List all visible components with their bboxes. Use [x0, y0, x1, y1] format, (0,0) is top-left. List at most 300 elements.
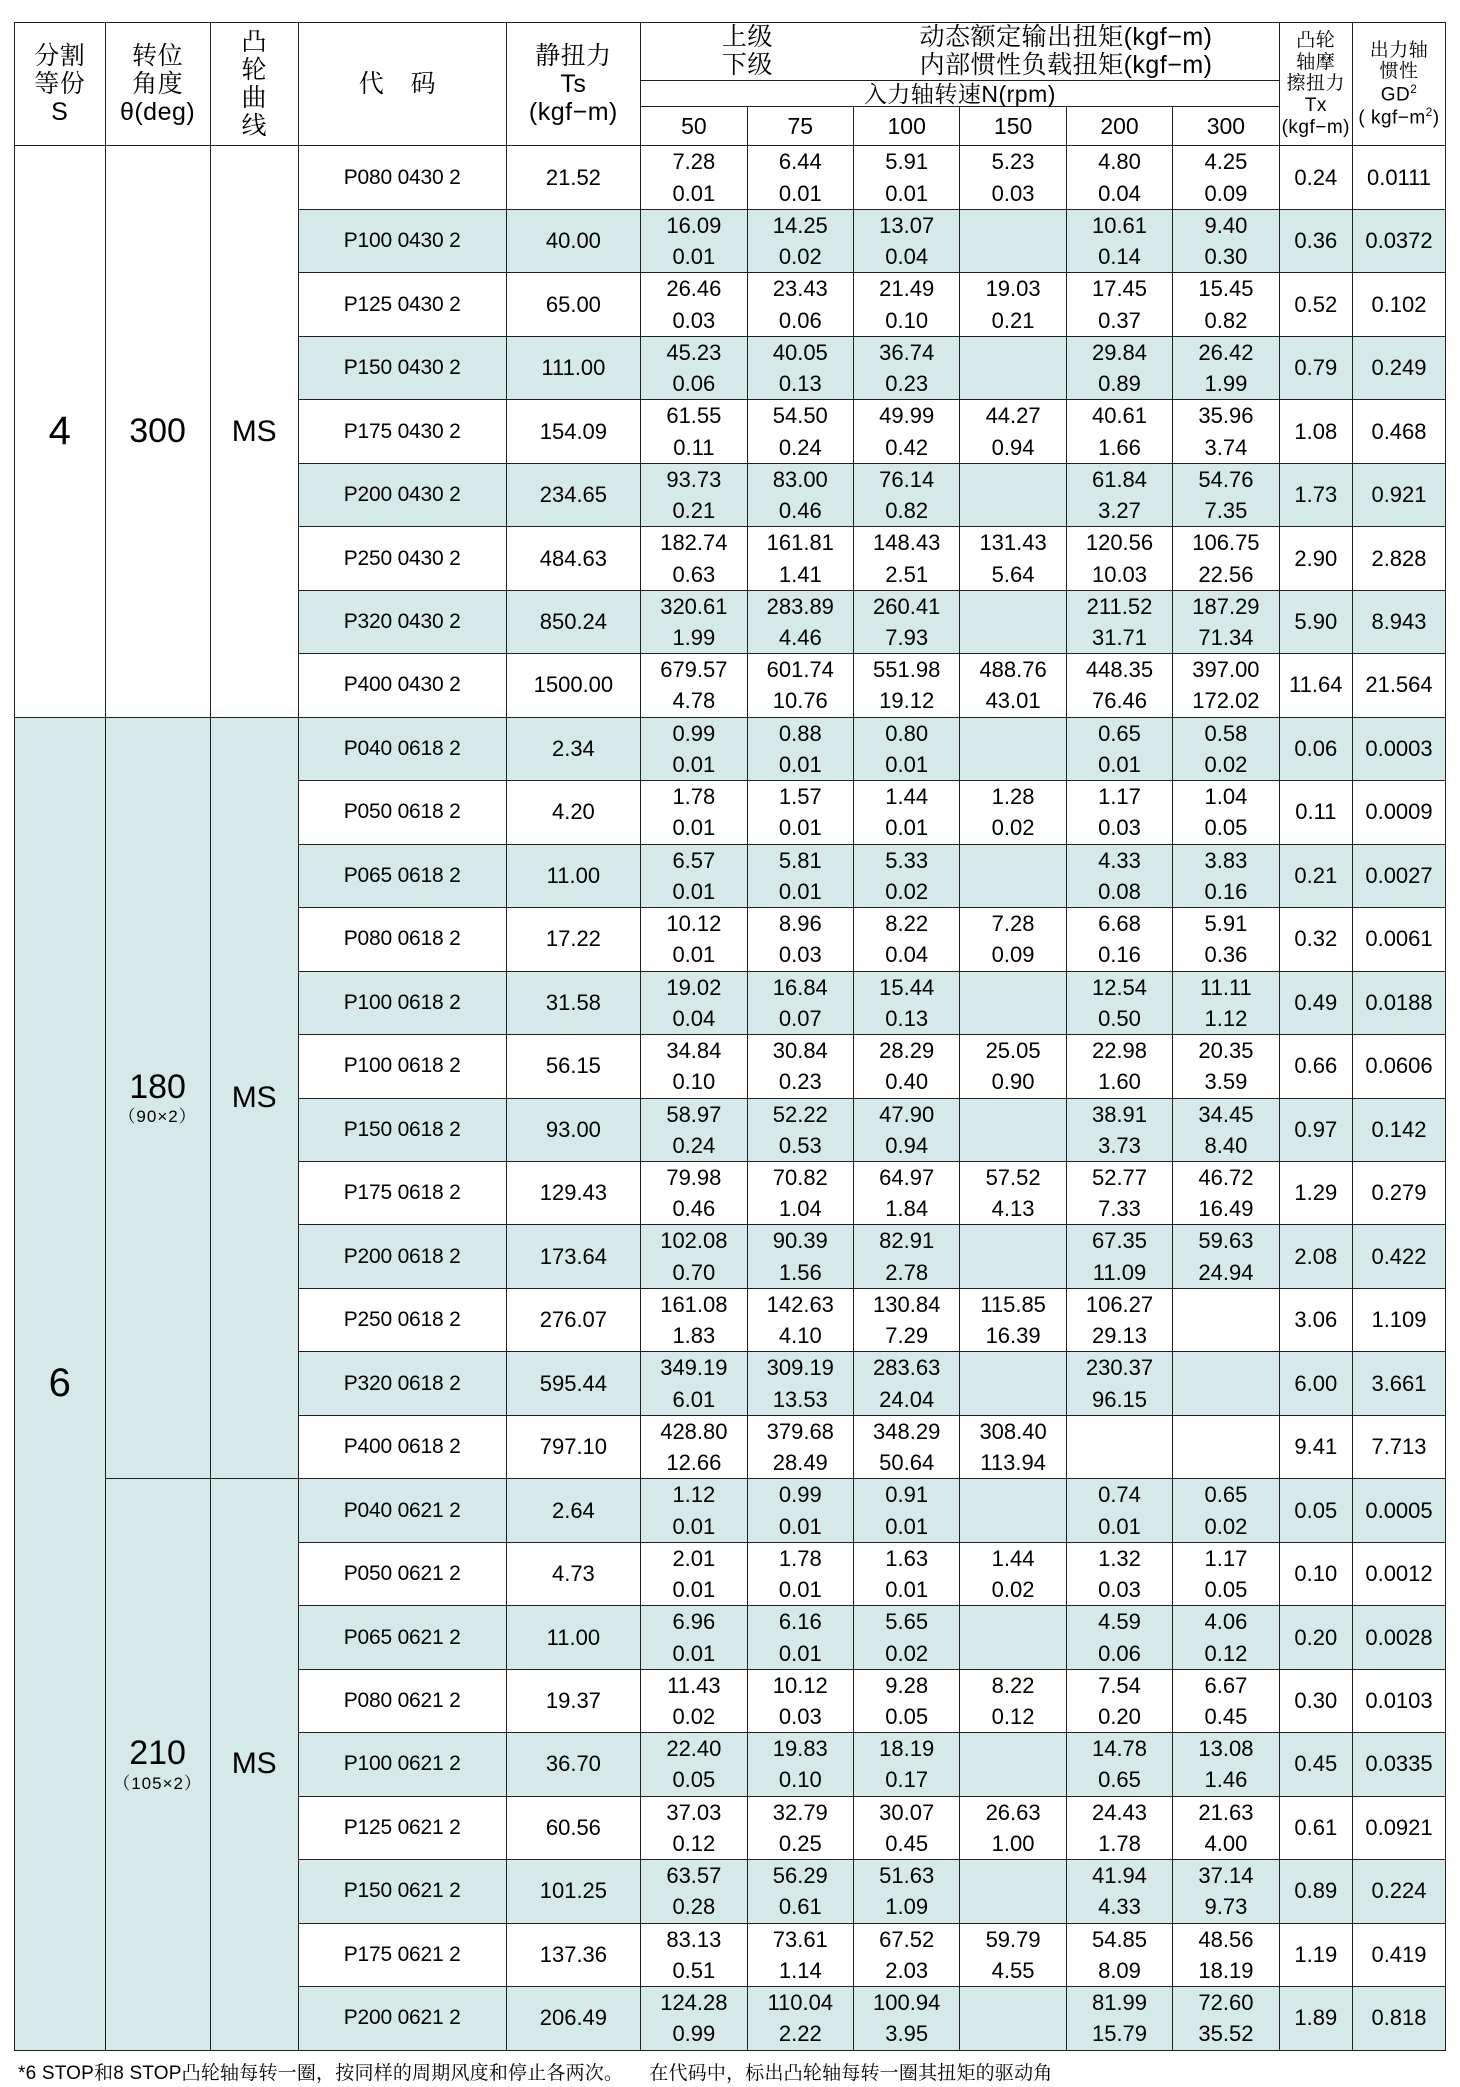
dynamic-torque-value: 148.43 [873, 530, 941, 556]
dynamic-torque-value: 1.12 [672, 1482, 716, 1508]
inertia-load-torque-value: 0.06 [1098, 1640, 1141, 1666]
row-static-torque: 484.63 [506, 527, 641, 590]
footnote-part-1: *6 STOP和8 STOP凸轮轴每转一圈，按同样的周期风度和停止各两次。 [18, 2062, 624, 2084]
dynamic-torque-value: 6.16 [778, 1609, 822, 1635]
row-output-inertia: 0.249 [1352, 336, 1445, 399]
inertia-load-torque-value [960, 1003, 1065, 1034]
row-code: P050 0618 2 [298, 781, 506, 844]
inertia-load-torque-value: 0.04 [885, 942, 929, 968]
row-torque-cell [641, 1796, 747, 1859]
row-torque-cell [641, 273, 747, 336]
row-torque-cell [1173, 1352, 1279, 1415]
inertia-load-torque-value: 0.01 [672, 180, 716, 206]
header-row-1 [15, 23, 1446, 81]
dynamic-torque-value: 93.73 [666, 466, 722, 492]
inertia-load-torque-value: 1.66 [1098, 434, 1141, 460]
dynamic-torque-value: 4.59 [1098, 1609, 1141, 1635]
inertia-load-torque-value: 0.01 [778, 878, 822, 904]
row-output-inertia: 0.419 [1352, 1923, 1445, 1986]
row-static-torque: 36.70 [506, 1733, 641, 1796]
row-torque-cell [853, 1733, 959, 1796]
inertia-load-torque-value [960, 1511, 1065, 1542]
row-output-inertia: 0.921 [1352, 463, 1445, 526]
inertia-load-torque-value: 1.56 [778, 1259, 822, 1285]
dynamic-torque-value: 5.91 [1204, 911, 1248, 937]
row-torque-cell [747, 1098, 853, 1161]
row-torque-cell [641, 1098, 747, 1161]
inertia-load-torque-value: 0.50 [1098, 1005, 1141, 1031]
group-angle-sub: （105×2） [113, 1773, 202, 1793]
dynamic-torque-value [1173, 1289, 1278, 1320]
inertia-load-torque-value: 0.03 [778, 942, 822, 968]
inertia-load-torque-value: 0.01 [1098, 1513, 1141, 1539]
row-torque-cell [641, 590, 747, 653]
row-torque-cell [1173, 590, 1279, 653]
row-output-inertia: 0.0061 [1352, 908, 1445, 971]
inertia-load-torque-value: 0.03 [778, 1703, 822, 1729]
row-static-torque: 797.10 [506, 1415, 641, 1478]
inertia-load-torque-value: 0.20 [1098, 1703, 1141, 1729]
row-cam-friction-torque: 11.64 [1279, 654, 1352, 717]
header-ts-line-2: Ts [560, 70, 587, 99]
row-torque-cell [853, 844, 959, 907]
dynamic-torque-value: 54.76 [1198, 466, 1254, 492]
row-torque-cell [853, 1542, 959, 1605]
row-output-inertia: 8.943 [1352, 590, 1445, 653]
header-output-shaft-inertia [1352, 23, 1445, 146]
dynamic-torque-value: 4.33 [1098, 847, 1141, 873]
row-cam-friction-torque: 0.10 [1279, 1542, 1352, 1605]
dynamic-torque-value: 35.96 [1198, 403, 1254, 429]
dynamic-torque-value: 21.49 [879, 276, 935, 302]
header-gd-symbol: $GD^2$ [1380, 82, 1418, 106]
footnote [14, 2061, 1446, 2087]
table-header [15, 23, 1446, 146]
row-torque-cell [1173, 971, 1279, 1034]
inertia-load-torque-value: 0.01 [885, 815, 929, 841]
inertia-load-torque-value: 2.51 [885, 561, 929, 587]
header-dynamic-torque-group [853, 23, 1279, 81]
dynamic-torque-value: 260.41 [873, 593, 941, 619]
row-torque-cell [1173, 527, 1279, 590]
dynamic-torque-value: 10.12 [772, 1672, 828, 1698]
inertia-load-torque-value: 43.01 [985, 688, 1041, 714]
dynamic-torque-value: 25.05 [985, 1038, 1041, 1064]
inertia-load-torque-value: 0.90 [991, 1069, 1035, 1095]
dynamic-torque-value: 22.98 [1091, 1038, 1148, 1064]
dynamic-torque-value: 0.74 [1098, 1482, 1141, 1508]
row-torque-cell [960, 590, 1066, 653]
inertia-load-torque-value: 0.23 [778, 1069, 822, 1095]
dynamic-torque-value: 4.25 [1204, 149, 1248, 175]
dynamic-torque-value: 30.84 [772, 1038, 828, 1064]
dynamic-torque-value: 4.06 [1204, 1609, 1248, 1635]
header-code: 代 码 [298, 23, 506, 146]
dynamic-torque-value [960, 1479, 1065, 1510]
row-torque-cell [1066, 1987, 1172, 2050]
inertia-load-torque-value: 3.74 [1204, 434, 1248, 460]
row-torque-cell [960, 1479, 1066, 1542]
header-speed-100: 100 [853, 107, 959, 146]
dynamic-torque-value: 70.82 [772, 1164, 828, 1190]
inertia-load-torque-value: 96.15 [1091, 1386, 1148, 1412]
inertia-load-torque-value: 0.11 [673, 434, 715, 460]
row-torque-cell [853, 463, 959, 526]
dynamic-torque-value: 308.40 [979, 1418, 1047, 1444]
inertia-load-torque-value: 0.21 [672, 498, 716, 524]
inertia-load-torque-value: 0.01 [672, 751, 716, 777]
dynamic-torque-value [960, 337, 1065, 368]
inertia-load-torque-value: 4.13 [991, 1196, 1035, 1222]
dynamic-torque-value: 14.25 [772, 212, 828, 238]
header-angle-line-1: 转位 [132, 41, 184, 70]
row-torque-cell [1066, 1669, 1172, 1732]
row-code: P200 0621 2 [298, 1987, 506, 2050]
inertia-load-torque-value: 0.10 [885, 307, 929, 333]
header-speed-200: 200 [1066, 107, 1172, 146]
header-input-shaft-speed: 入力轴转速N(rpm) [641, 80, 1279, 107]
dynamic-torque-value: 6.44 [778, 149, 822, 175]
inertia-load-torque-value: 0.04 [672, 1005, 716, 1031]
row-torque-cell [641, 463, 747, 526]
row-torque-cell [1066, 590, 1172, 653]
inertia-load-torque-value: 50.64 [879, 1450, 935, 1476]
dynamic-torque-value: 1.78 [672, 784, 716, 810]
inertia-load-torque-value: 3.59 [1204, 1069, 1248, 1095]
group-angle-value: 210 [129, 1734, 186, 1773]
row-code: P065 0621 2 [298, 1606, 506, 1669]
header-gd-line-1: 出力轴 [1369, 39, 1429, 61]
row-output-inertia: 0.0028 [1352, 1606, 1445, 1669]
inertia-load-torque-value: 0.36 [1204, 942, 1248, 968]
row-code: P080 0430 2 [298, 146, 506, 209]
header-curve-line-2: 轮 [241, 55, 267, 84]
row-code: P100 0618 2 [298, 1035, 506, 1098]
inertia-load-torque-value: 0.12 [672, 1830, 716, 1856]
row-cam-friction-torque: 3.06 [1279, 1288, 1352, 1351]
inertia-load-torque-value: 16.39 [985, 1323, 1041, 1349]
dynamic-torque-value [960, 1733, 1065, 1764]
row-torque-cell [1066, 781, 1172, 844]
inertia-load-torque-value: 0.13 [778, 371, 822, 397]
row-torque-cell [853, 1479, 959, 1542]
dynamic-torque-value [960, 1860, 1065, 1891]
dynamic-torque-value: 187.29 [1192, 593, 1260, 619]
row-torque-cell [1066, 1415, 1172, 1478]
row-torque-cell [853, 1225, 959, 1288]
row-torque-cell [1173, 654, 1279, 717]
inertia-load-torque-value [960, 1257, 1065, 1288]
inertia-load-torque-value: 0.05 [1204, 1577, 1248, 1603]
header-speed-75: 75 [747, 107, 853, 146]
inertia-load-torque-value: 0.89 [1098, 371, 1141, 397]
row-torque-cell [641, 1415, 747, 1478]
row-torque-cell [853, 1606, 959, 1669]
dynamic-torque-value: 22.40 [666, 1736, 722, 1762]
dynamic-torque-value: 26.46 [666, 276, 722, 302]
dynamic-torque-value: 230.37 [1085, 1355, 1154, 1381]
row-torque-cell [1173, 209, 1279, 272]
dynamic-torque-value: 26.42 [1198, 339, 1254, 365]
inertia-load-torque-value: 0.42 [885, 434, 929, 460]
row-static-torque: 4.20 [506, 781, 641, 844]
dynamic-torque-value: 17.45 [1091, 276, 1148, 302]
row-output-inertia: 3.661 [1352, 1352, 1445, 1415]
row-code: P125 0621 2 [298, 1796, 506, 1859]
dynamic-torque-value: 106.27 [1085, 1291, 1154, 1317]
row-cam-friction-torque: 0.20 [1279, 1606, 1352, 1669]
dynamic-torque-value: 5.23 [991, 149, 1035, 175]
table-row [15, 1479, 1446, 1542]
inertia-load-torque-value: 3.73 [1098, 1132, 1141, 1158]
row-torque-cell [1066, 654, 1172, 717]
dynamic-torque-value: 36.74 [879, 339, 935, 365]
dynamic-torque-value: 4.80 [1098, 149, 1141, 175]
row-static-torque: 21.52 [506, 146, 641, 209]
inertia-load-torque-value: 3.95 [885, 2021, 929, 2047]
dynamic-torque-value: 182.74 [660, 530, 728, 556]
row-torque-cell [960, 336, 1066, 399]
row-torque-cell [1066, 146, 1172, 209]
inertia-load-torque-value: 0.51 [672, 1957, 716, 1983]
dynamic-torque-value: 83.13 [666, 1926, 722, 1952]
inertia-load-torque-value: 0.25 [778, 1830, 822, 1856]
row-output-inertia: 0.0921 [1352, 1796, 1445, 1859]
row-torque-cell [747, 1542, 853, 1605]
group-index-angle [105, 146, 210, 717]
dynamic-torque-value: 20.35 [1198, 1038, 1254, 1064]
inertia-load-torque-value: 0.02 [991, 1577, 1035, 1603]
row-torque-cell [853, 209, 959, 272]
dynamic-torque-value: 38.91 [1091, 1101, 1148, 1127]
inertia-load-torque-value: 0.10 [672, 1069, 716, 1095]
inertia-load-torque-value: 0.16 [1098, 942, 1141, 968]
row-torque-cell [641, 1035, 747, 1098]
row-torque-cell [960, 908, 1066, 971]
inertia-load-torque-value: 0.01 [672, 244, 716, 270]
inertia-load-torque-value: 0.08 [1098, 878, 1141, 904]
row-torque-cell [853, 1860, 959, 1923]
row-cam-friction-torque: 9.41 [1279, 1415, 1352, 1478]
inertia-load-torque-value: 1.00 [991, 1830, 1035, 1856]
row-torque-cell [1066, 1288, 1172, 1351]
dynamic-torque-value: 44.27 [985, 403, 1041, 429]
row-torque-cell [960, 1860, 1066, 1923]
header-tx-line-4: Tx [1304, 95, 1327, 117]
row-output-inertia: 0.0188 [1352, 971, 1445, 1034]
dynamic-torque-value: 131.43 [979, 530, 1047, 556]
dynamic-torque-value: 161.81 [766, 530, 834, 556]
row-output-inertia: 1.109 [1352, 1288, 1445, 1351]
row-output-inertia: 7.713 [1352, 1415, 1445, 1478]
inertia-load-torque-value: 0.05 [672, 1767, 716, 1793]
dynamic-torque-value: 0.65 [1204, 1482, 1248, 1508]
inertia-load-torque-value: 0.99 [672, 2021, 716, 2047]
inertia-load-torque-value: 0.02 [1204, 1513, 1248, 1539]
dynamic-torque-value: 10.12 [666, 911, 722, 937]
row-static-torque: 4.73 [506, 1542, 641, 1605]
row-torque-cell [853, 527, 959, 590]
inertia-load-torque-value: 0.02 [885, 878, 929, 904]
dynamic-torque-value: 5.33 [885, 847, 929, 873]
dynamic-torque-value: 1.17 [1098, 784, 1141, 810]
row-torque-cell [1173, 908, 1279, 971]
dynamic-torque-value: 76.14 [879, 466, 935, 492]
dynamic-torque-value: 47.90 [879, 1101, 935, 1127]
inertia-load-torque-value: 0.07 [778, 1005, 822, 1031]
dynamic-torque-value: 56.29 [772, 1863, 828, 1889]
row-torque-cell [747, 781, 853, 844]
dynamic-torque-value [960, 591, 1065, 622]
dynamic-torque-value [960, 210, 1065, 241]
row-torque-cell [747, 400, 853, 463]
inertia-load-torque-value: 1.83 [672, 1323, 716, 1349]
dynamic-torque-value: 26.63 [985, 1799, 1041, 1825]
dynamic-torque-value: 397.00 [1192, 657, 1260, 683]
row-code: P125 0430 2 [298, 273, 506, 336]
row-cam-friction-torque: 0.36 [1279, 209, 1352, 272]
row-output-inertia: 0.0012 [1352, 1542, 1445, 1605]
row-torque-cell [1173, 717, 1279, 780]
row-code: P320 0430 2 [298, 590, 506, 653]
inertia-load-torque-value: 24.04 [879, 1386, 935, 1412]
group-division-count: 6 [15, 717, 106, 2050]
inertia-load-torque-value [1067, 1447, 1172, 1478]
header-angle-line-2: 角度 [132, 70, 184, 99]
inertia-load-torque-value: 6.01 [672, 1386, 716, 1412]
dynamic-torque-value: 67.52 [879, 1926, 935, 1952]
inertia-load-torque-value [960, 1638, 1065, 1669]
inertia-load-torque-value: 0.04 [1098, 180, 1141, 206]
row-torque-cell [1066, 1923, 1172, 1986]
row-static-torque: 595.44 [506, 1352, 641, 1415]
dynamic-torque-value: 6.68 [1098, 911, 1141, 937]
header-curve-line-1: 凸 [241, 27, 267, 56]
inertia-load-torque-value: 0.65 [1098, 1767, 1141, 1793]
header-gd-line-2: 惯性 [1379, 61, 1419, 83]
dynamic-torque-value: 0.99 [778, 1482, 822, 1508]
row-output-inertia: 0.279 [1352, 1161, 1445, 1224]
inertia-load-torque-value: 0.45 [1204, 1703, 1248, 1729]
row-torque-cell [960, 1542, 1066, 1605]
dynamic-torque-value: 29.84 [1091, 339, 1148, 365]
row-torque-cell [641, 1860, 747, 1923]
row-output-inertia: 0.142 [1352, 1098, 1445, 1161]
inertia-load-torque-value: 0.01 [778, 751, 822, 777]
header-division-line-2: 等份 [34, 70, 86, 99]
inertia-load-torque-value: 0.37 [1098, 307, 1141, 333]
row-torque-cell [641, 717, 747, 780]
row-torque-cell [747, 908, 853, 971]
row-torque-cell [641, 336, 747, 399]
row-static-torque: 206.49 [506, 1987, 641, 2050]
row-static-torque: 101.25 [506, 1860, 641, 1923]
inertia-load-torque-value: 1.46 [1204, 1767, 1248, 1793]
row-code: P250 0430 2 [298, 527, 506, 590]
row-torque-cell [1173, 844, 1279, 907]
row-cam-friction-torque: 0.24 [1279, 146, 1352, 209]
inertia-load-torque-value: 1.99 [672, 625, 716, 650]
row-torque-cell [641, 1987, 747, 2050]
dynamic-torque-value: 54.50 [772, 403, 828, 429]
inertia-load-torque-value: 8.40 [1204, 1132, 1248, 1158]
header-division-line-1: 分割 [34, 41, 86, 70]
header-speed-50: 50 [641, 107, 747, 146]
dynamic-torque-value: 3.83 [1204, 847, 1248, 873]
row-torque-cell [641, 1225, 747, 1288]
row-torque-cell [1173, 1606, 1279, 1669]
inertia-load-torque-value: 0.01 [672, 878, 716, 904]
dynamic-torque-value: 283.63 [873, 1355, 941, 1381]
inertia-load-torque-value: 0.01 [885, 180, 929, 206]
row-torque-cell [960, 209, 1066, 272]
inertia-load-torque-value: 0.82 [1204, 307, 1248, 333]
row-static-torque: 31.58 [506, 971, 641, 1034]
row-torque-cell [747, 1923, 853, 1986]
row-output-inertia: 0.0372 [1352, 209, 1445, 272]
row-torque-cell [641, 209, 747, 272]
dynamic-torque-value: 82.91 [879, 1228, 935, 1254]
row-code: P150 0621 2 [298, 1860, 506, 1923]
row-cam-friction-torque: 0.06 [1279, 717, 1352, 780]
dynamic-torque-value [960, 1225, 1065, 1256]
inertia-load-torque-value: 1.09 [885, 1894, 929, 1920]
inertia-load-torque-value [960, 876, 1065, 907]
dynamic-torque-value: 679.57 [660, 657, 728, 683]
inertia-load-torque-value: 0.24 [778, 434, 822, 460]
row-torque-cell [641, 1352, 747, 1415]
inertia-load-torque-value: 0.23 [885, 371, 929, 397]
dynamic-torque-value [1067, 1416, 1172, 1447]
dynamic-torque-value [960, 464, 1065, 495]
row-torque-cell [1066, 1161, 1172, 1224]
dynamic-torque-value: 130.84 [873, 1291, 941, 1317]
inertia-load-torque-value: 1.84 [885, 1196, 929, 1222]
row-torque-cell [1173, 336, 1279, 399]
row-cam-friction-torque: 0.30 [1279, 1669, 1352, 1732]
header-tx-line-3: 擦扭力 [1286, 73, 1346, 95]
row-cam-friction-torque: 0.97 [1279, 1098, 1352, 1161]
inertia-load-torque-value: 0.30 [1204, 244, 1248, 270]
row-torque-cell [747, 1415, 853, 1478]
row-torque-cell [747, 654, 853, 717]
dynamic-torque-value: 18.19 [879, 1736, 935, 1762]
row-torque-cell [960, 400, 1066, 463]
row-code: P400 0430 2 [298, 654, 506, 717]
row-torque-cell [853, 1669, 959, 1732]
inertia-load-torque-value: 10.76 [772, 688, 828, 714]
inertia-load-torque-value: 0.45 [885, 1830, 929, 1856]
group-cam-curve: MS [210, 1479, 298, 2050]
row-torque-cell [641, 1542, 747, 1605]
row-static-torque: 137.36 [506, 1923, 641, 1986]
row-torque-cell [747, 1225, 853, 1288]
row-cam-friction-torque: 1.08 [1279, 400, 1352, 463]
row-torque-cell [960, 844, 1066, 907]
header-angle-line-3: θ(deg) [119, 98, 196, 127]
inertia-load-torque-value: 0.01 [1098, 751, 1141, 777]
row-torque-cell [960, 1669, 1066, 1732]
inertia-load-torque-value: 0.02 [778, 244, 822, 270]
row-torque-cell [1066, 1860, 1172, 1923]
inertia-load-torque-value: 0.01 [778, 815, 822, 841]
header-gd-unit-superscript: 2 [1425, 105, 1433, 119]
row-torque-cell [960, 654, 1066, 717]
dynamic-torque-value: 32.79 [772, 1799, 828, 1825]
dynamic-torque-value: 16.09 [666, 212, 722, 238]
row-torque-cell [853, 1923, 959, 1986]
dynamic-torque-value: 5.65 [885, 1609, 929, 1635]
